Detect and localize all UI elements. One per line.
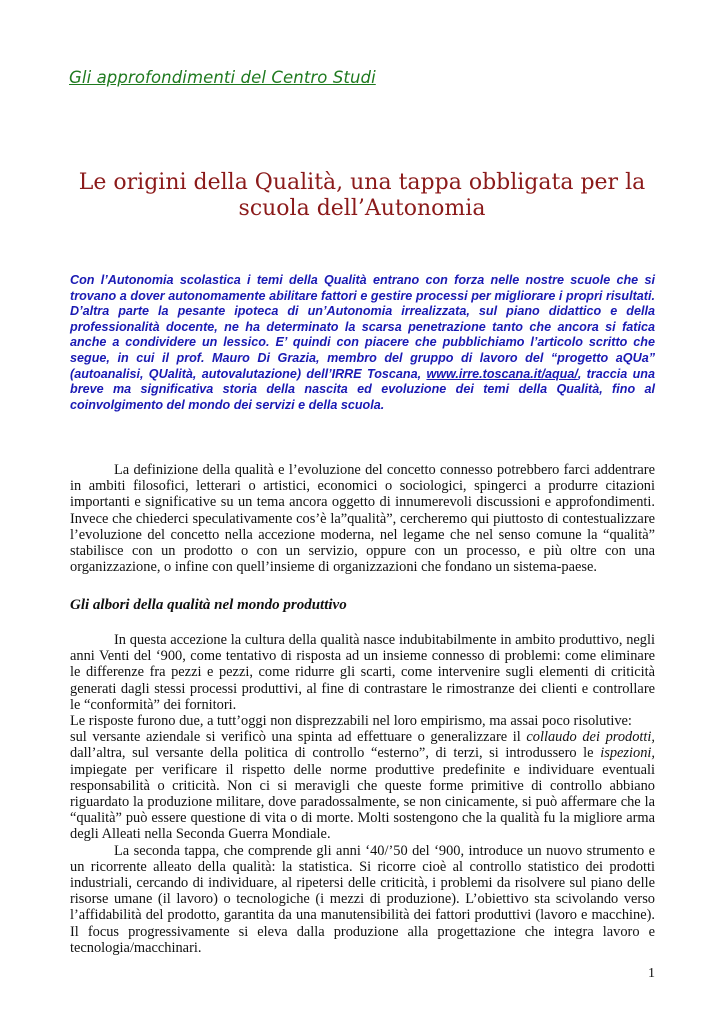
section-heading: Gli albori della qualità nel mondo produttivo <box>70 597 347 613</box>
section-header: Gli approfondimenti del Centro Studi <box>69 68 376 87</box>
paragraph: La definizione della qualità e l’evoluzione del concetto connesso potrebbero farci addentrare in ambiti filosofici, letterari o artistici, economici o sociologici, spingerci a produrre citazioni importanti e significative su un tema ancora oggetto di innumerevoli discussioni e approfondimenti. Invece che chiederci speculativamente cos’è la”qualità”, cercheremo qui piuttosto di contestualizzare l’evoluzione del concetto nella accezione moderna, nel legame che nel senso comune la “qualità” stabilisce con un prodotto o con un servizio, oppure con un processo, e più oltre con una organizzazione, o infine con quell’insieme di organizzazioni che fondano un sistema-paese. <box>70 462 655 576</box>
opening-paragraph <box>70 462 655 575</box>
intro-text-end: , traccia una breve ma significativa storia della nascita ed evoluzione dei temi della Qualità, fino al coinvolgimento del mondo dei servizi e della scuola. <box>70 366 655 412</box>
article-title-line-2: scuola dell’Autonomia <box>238 196 486 221</box>
emphasis-ispezioni: ispezioni, <box>600 745 655 762</box>
section-body <box>70 632 655 956</box>
paragraph: Le risposte furono due, a tutt’oggi non disprezzabili nel loro empirismo, ma assai poco risolutive: <box>70 713 632 730</box>
text-run: dall’altra, sul versante della politica di controllo “esterno”, di terzi, si introdussero le <box>70 745 601 762</box>
emphasis-collaudo: collaudo dei prodotti, <box>526 729 656 746</box>
paragraph: La seconda tappa, che comprende gli anni ‘40/’50 del ‘900, introduce un nuovo strumento e un ricorrente alleato della qualità: la statistica. Si ricorre cioè al controllo statistico dei prodotti industriali, cercando di individuare, al ripetersi delle criticità, i problemi da risolvere sul piano delle risorse umane (il lavoro) o tecnologiche (i mezzi di produzione). L’obiettivo sta scivolando verso l’affidabilità del prodotto, garantita da una manutensibilità dei fattori produttivi (lavoro e macchine). Il focus progressivamente si eleva dalla produzione alla progettazione che integra lavoro e tecnologia/macchinari. <box>70 842 655 956</box>
page-number: 1 <box>648 966 655 981</box>
intro-abstract <box>70 273 655 413</box>
paragraph <box>70 729 655 842</box>
paragraph: In questa accezione la cultura della qualità nasce indubitabilmente in ambito produttivo, negli anni Venti del ‘900, come tentativo di risposta ad un insieme connesso di problemi: come eliminare le differenze fra pezzi e pezzi, come ridurre gli scarti, come intervenire sugli elementi di criticità generati dagli stessi processi produttivi, al fine di contrastare le rimostranze dei clienti e controllare le “conformità” dei fornitori. <box>70 632 655 713</box>
article-title <box>70 170 654 222</box>
irre-link[interactable]: www.irre.toscana.it/aqua/ <box>426 366 578 381</box>
text-run: impiegate per verificare il rispetto delle norme produttive predefinite e individuare eventuali responsabilità o criticità. Non ci si meravigli che queste forme primitive di controllo abbiano riguardato la produzione militare, dove paradossalmente, se non cinicamente, si può affermare che la “qualità” può essere questione di vita o di morte. Molti sostengono che la qualità fu la migliore arma degli Alleati nella Seconda Guerra Mondiale. <box>70 761 655 843</box>
article-title-line-1: Le origini della Qualità, una tappa obbligata per la <box>78 170 646 195</box>
text-run: sul versante aziendale si verificò una spinta ad effettuare o generalizzare il <box>70 729 527 746</box>
intro-text: Con l’Autonomia scolastica i temi della Qualità entrano con forza nelle nostre scuole che si trovano a dover autonomamente abilitare fattori e gestire processi per migliorare i propri risultati. D’altra parte la pesante ipoteca di un’Autonomia irrealizzata, sul piano didattico e della professionalità docente, ne ha determinato la scarsa penetrazione tanto che ancora si fatica anche a condividere un lessico. E’ quindi con piacere che pubblichiamo l’articolo scritto che segue, in cui il prof. Mauro Di Grazia, membro del gruppo di lavoro del “progetto aQUa” (autoanalisi, QUalità, autovalutazione) dell’IRRE Toscana, <box>70 273 655 381</box>
